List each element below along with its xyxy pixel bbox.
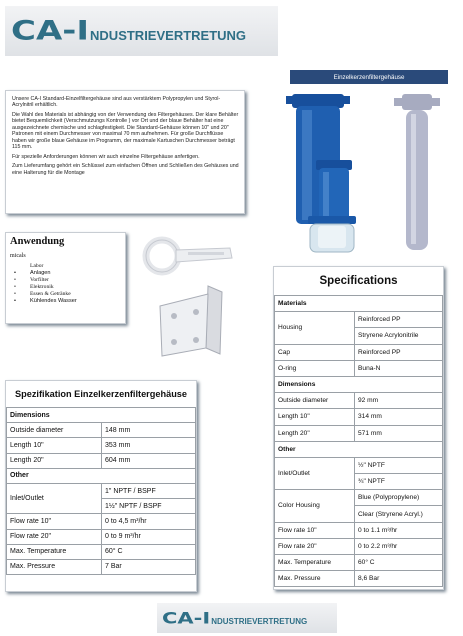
table-row: Inlet/Outlet ½" NPTF xyxy=(275,457,443,473)
anwendung-box xyxy=(5,232,126,324)
housing-wrench-image xyxy=(138,232,236,282)
table-row: Max. Temperature 60° C xyxy=(275,555,443,571)
table-row: Flow rate 10" 0 to 4,5 m³/hr xyxy=(7,514,196,529)
logo-industrievertretung: NDUSTRIEVERTRETUNG xyxy=(90,28,247,43)
list-item: Labor xyxy=(30,263,44,269)
table-row: Cap Reinforced PP xyxy=(275,344,443,360)
list-item: • Essen & Getränke xyxy=(14,291,71,297)
table-row: Inlet/Outlet 1" NPTF / BSPF xyxy=(7,483,196,498)
intro-text-box xyxy=(5,90,245,214)
list-item: • Elektronik xyxy=(14,284,54,290)
list-item: • Kühlendes Wasser xyxy=(14,298,77,304)
filter-housings-image xyxy=(282,84,452,262)
list-item: • Vorfilter xyxy=(14,277,49,283)
anwendung-title: Anwendung xyxy=(10,236,65,247)
table-row: Other xyxy=(7,468,196,483)
table-row: Color Housing Blue (Polypropylene) xyxy=(275,490,443,506)
table-row: Flow rate 20" 0 to 2.2 m³/hr xyxy=(275,538,443,554)
table-row: Length 10" 314 mm xyxy=(275,409,443,425)
table-row: Length 20" 604 mm xyxy=(7,453,196,468)
specifications-table xyxy=(274,295,443,587)
table-row: 1½" NPTF / BSPF xyxy=(7,499,196,514)
footer-logo xyxy=(157,603,337,633)
mounting-bracket-image xyxy=(158,284,240,362)
table-row: Dimensions xyxy=(275,376,443,392)
table-row: Stryrene Acrylonitrile xyxy=(275,328,443,344)
company-logo xyxy=(5,6,278,56)
table-row: Dimensions xyxy=(7,408,196,423)
table-row: Length 10" 353 mm xyxy=(7,438,196,453)
logo-industrievertretung: NDUSTRIEVERTRETUNG xyxy=(211,616,308,626)
spezifikation-table-box xyxy=(5,380,197,592)
intro-paragraph: Zum Lieferumfang gehört ein Schlüssel zum einfachen Öffnen und Schließen des Gehäuses und eine Halterung für die Montage xyxy=(12,163,239,176)
table-row: Other xyxy=(275,441,443,457)
anwendung-list xyxy=(10,263,125,305)
table-row: Materials xyxy=(275,296,443,312)
table-row: Max. Pressure 8,6 Bar xyxy=(275,571,443,587)
logo-ca: CA-I xyxy=(162,608,211,628)
intro-paragraph: Unsere CA-I Standard-Einzelfiltergehäuse sind aus verstärktem Polypropylen und Styrol-Acrylnitril erhältlich. xyxy=(12,96,221,109)
list-item: • Anlagen xyxy=(14,270,51,276)
table-row: Housing Reinforced PP xyxy=(275,312,443,328)
table-row: ¾" NPTF xyxy=(275,474,443,490)
table-row: Max. Pressure 7 Bar xyxy=(7,559,196,574)
table-row: Flow rate 20" 0 to 9 m³/hr xyxy=(7,529,196,544)
spezifikation-table xyxy=(6,407,196,575)
specifications-title: Specifications xyxy=(319,275,398,287)
specifications-table-box xyxy=(273,266,444,590)
table-row: Outside diameter 92 mm xyxy=(275,393,443,409)
table-row: Clear (Stryrene Acryl.) xyxy=(275,506,443,522)
spezifikation-title: Spezifikation Einzelkerzenfiltergehäuse xyxy=(14,389,188,399)
table-row: Flow rate 10" 0 to 1.1 m³/hr xyxy=(275,522,443,538)
anwendung-subtext: micals xyxy=(10,253,26,259)
table-row: Outside diameter 148 mm xyxy=(7,423,196,438)
table-row: Length 20" 571 mm xyxy=(275,425,443,441)
table-row: O-ring Buna-N xyxy=(275,360,443,376)
intro-paragraph: Für spezielle Anforderungen können wir auch einzelne Filtergehäuse anfertigen. xyxy=(12,153,200,160)
table-row: Max. Temperature 60° C xyxy=(7,544,196,559)
intro-paragraph: Die Wahl des Materials ist abhängig von der Verwendung des Filtergehäuses. Der klare Behälter bietet Bequemlichkeit (Verschmutzungs Kontrolle ) vor Ort und der blaue Behälter hat eine ausgezeichnete chemische und schlagfestigkeit. Die Standard-Gehäuse können 10" und 20" Patronen mit einem Durchmesser von maximal 70 mm aufnehmen. Für große Durchflüsse haben wir große blaue Gehäuse im Programm, der maximale Kartuschen Durchmesser beträgt 115 mm. xyxy=(12,112,239,151)
logo-ca: CA-I xyxy=(11,15,90,47)
product-banner: Einzelkerzenfiltergehäuse xyxy=(290,70,448,84)
